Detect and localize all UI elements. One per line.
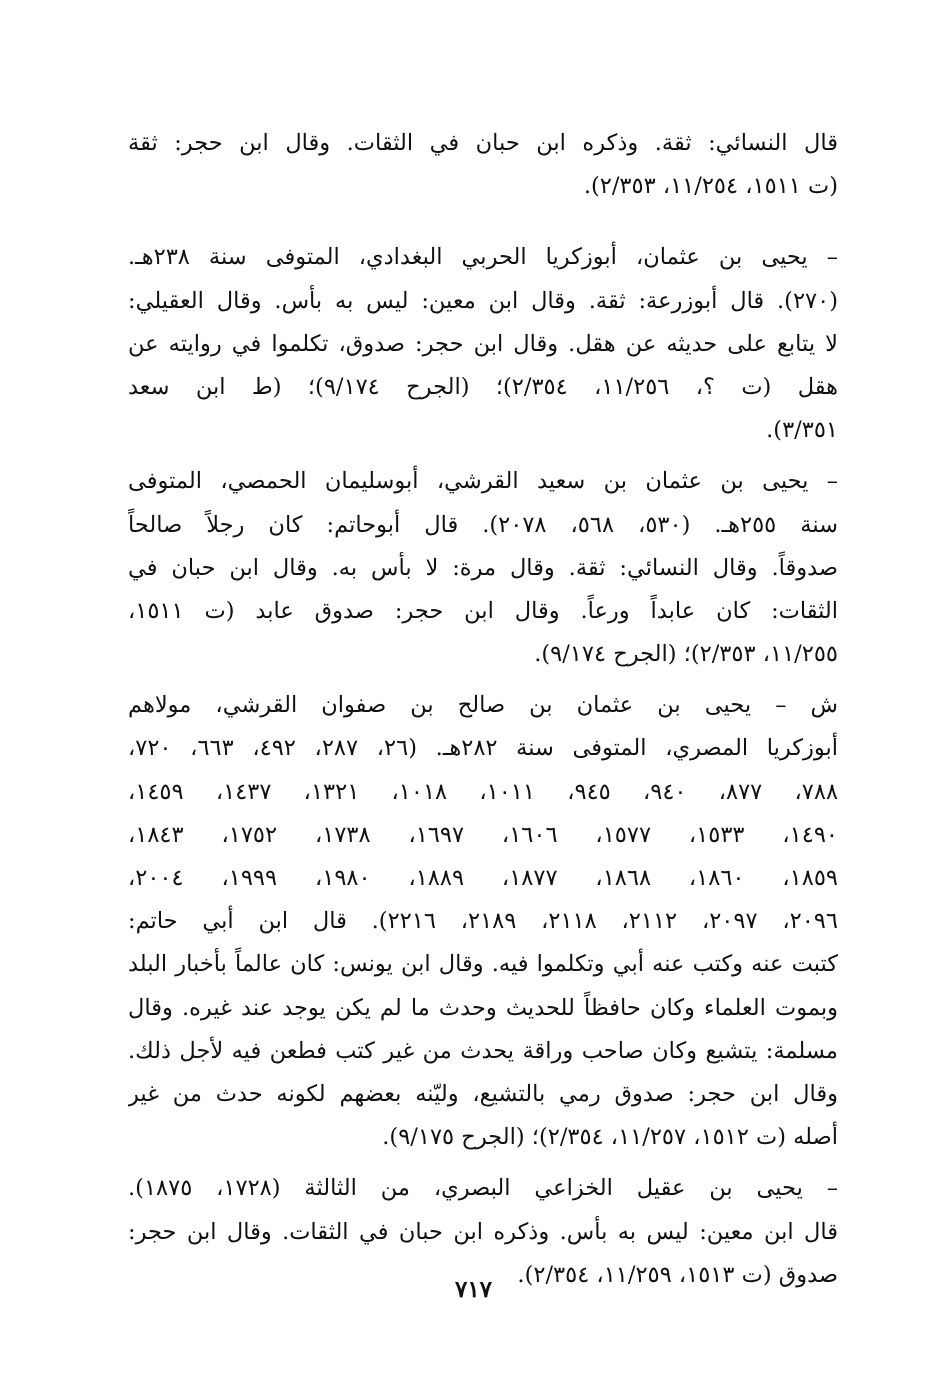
entry-spacer (128, 1159, 838, 1167)
text-line: (ت ١٥١١، ١١/٢٥٤، ٢/٣٥٣). (583, 173, 838, 200)
text-line: قال النسائي: ثقة. وذكره ابن حبان في الثقات. وقال ابن حجر: ثقة (128, 130, 838, 156)
entry-spacer (128, 452, 838, 460)
text-line: قال ابن معين: ليس به بأس. وذكره ابن حبان في الثقات. وقال ابن حجر: (128, 1218, 838, 1245)
entry-yahya-al-harbi (128, 236, 838, 452)
entry-spacer (128, 208, 838, 236)
text-line: ش – يحيى بن عثمان بن صالح بن صفوان القرشي، مولاهم (128, 692, 838, 719)
entry-yahya-al-masri (128, 684, 838, 1159)
text-line: ٣/٣٥١). (766, 417, 838, 444)
text-line: كتبت عنه وكتب عنه أبي وتكلموا فيه. وقال ابن يونس: كان عالماً بأخبار البلد (128, 951, 838, 978)
text-line: مسلمة: يتشيع وكان صاحب وراقة يحدث من غير كتب فطعن فيه لأجل ذلك. (128, 1037, 838, 1064)
page-number: ٧١٧ (454, 1276, 493, 1303)
text-line: هقل (ت ؟، ١١/٢٥٦، ٢/٣٥٤)؛ (الجرح ٩/١٧٤)؛ (ط ابن سعد (128, 373, 838, 400)
entry-spacer (128, 676, 838, 684)
text-line: لا يتابع على حديثه عن هقل. وقال ابن حجر: صدوق، تكلموا في روايته عن (128, 330, 838, 357)
entry-continuation (128, 122, 838, 208)
text-line: ٢٠٩٦، ٢٠٩٧، ٢١١٢، ٢١١٨، ٢١٨٩، ٢٢١٦). قال ابن أبي حاتم: (128, 908, 838, 935)
text-line: ١١/٢٥٥، ٢/٣٥٣)؛ (الجرح ٩/١٧٤). (534, 641, 838, 668)
text-line: صدوقاً. وقال النسائي: ثقة. وقال مرة: لا بأس به. وقال ابن حبان في (128, 554, 838, 581)
text-line: (٢٧٠). قال أبوزرعة: ثقة. وقال ابن معين: ليس به بأس. وقال العقيلي: (128, 287, 838, 314)
entry-yahya-al-himsi (128, 460, 838, 676)
text-line: الثقات: كان عابداً ورعاً. وقال ابن حجر: صدوق عابد (ت ١٥١١، (128, 597, 838, 624)
text-line: ١٤٩٠، ١٥٣٣، ١٥٧٧، ١٦٠٦، ١٦٩٧، ١٧٣٨، ١٧٥٢، ١٨٤٣، (128, 821, 838, 848)
text-line: أصله (ت ١٥١٢، ١١/٢٥٧، ٢/٣٥٤)؛ (الجرح ٩/١٧٥). (382, 1124, 838, 1151)
text-line: صدوق (ت ١٥١٣، ١١/٢٥٩، ٢/٣٥٤). (517, 1261, 838, 1288)
text-line: وبموت العلماء وكان حافظاً للحديث وحدث ما لم يكن يوجد عند غيره. وقال (128, 994, 838, 1021)
text-line: – يحيى بن عقيل الخزاعي البصري، من الثالثة (١٧٢٨، ١٨٧٥). (128, 1175, 838, 1202)
biography-entries (128, 122, 838, 1297)
text-line: ١٨٥٩، ١٨٦٠، ١٨٦٨، ١٨٧٧، ١٨٨٩، ١٩٨٠، ١٩٩٩، ٢٠٠٤، (128, 865, 838, 891)
text-line: ٧٨٨، ٨٧٧، ٩٤٠، ٩٤٥، ١٠١١، ١٠١٨، ١٣٢١، ١٤٣٧، ١٤٥٩، (128, 778, 838, 805)
text-line: – يحيى بن عثمان بن سعيد القرشي، أبوسليمان الحمصي، المتوفى (128, 468, 838, 495)
text-line: وقال ابن حجر: صدوق رمي بالتشيع، وليّنه بعضهم لكونه حدث من غير (128, 1080, 838, 1107)
text-line: – يحيى بن عثمان، أبوزكريا الحربي البغدادي، المتوفى سنة ٢٣٨هـ. (128, 244, 838, 271)
text-line: سنة ٢٥٥هـ. (٥٣٠، ٥٦٨، ٢٠٧٨). قال أبوحاتم: كان رجلاً صالحاً (128, 511, 838, 538)
text-line: أبوزكريا المصري، المتوفى سنة ٢٨٢هـ. (٢٦، ٢٨٧، ٤٩٢، ٦٦٣، ٧٢٠، (128, 735, 838, 762)
